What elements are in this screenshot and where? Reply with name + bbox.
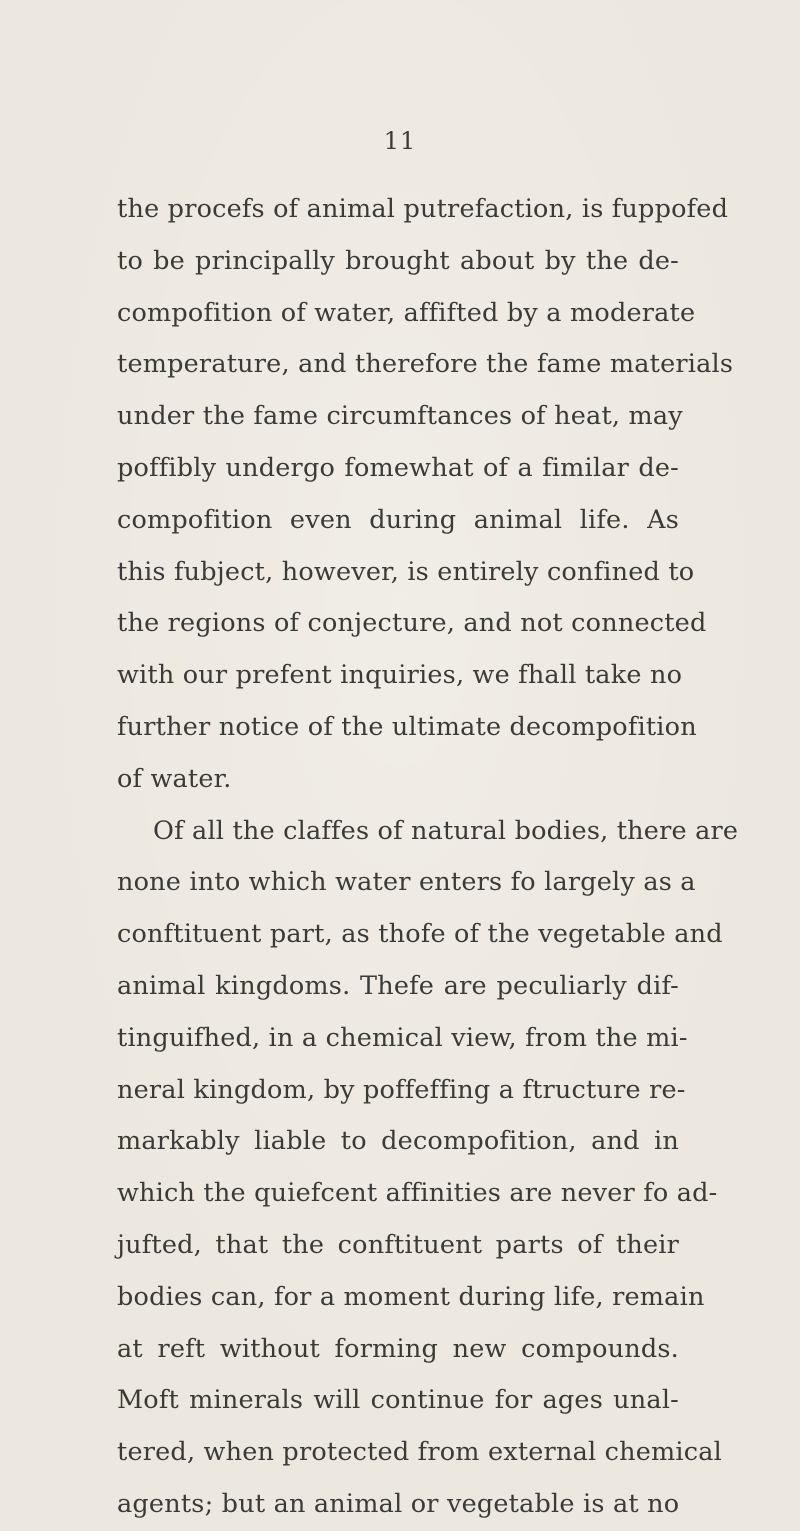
- text-line: to be principally brought about by the de-: [117, 245, 679, 276]
- text-line: agents; but an animal or vegetable is at no: [117, 1488, 680, 1519]
- text-line: poffibly undergo fomewhat of a fimilar de-: [117, 452, 679, 483]
- text-line: compofition of water, affifted by a moderate: [117, 297, 696, 328]
- text-line: at reft without forming new compounds.: [117, 1333, 679, 1364]
- text-line: the procefs of animal putrefaction, is fuppofed: [117, 194, 729, 224]
- text-line: conftituent part, as thofe of the vegetable and: [117, 919, 723, 950]
- paragraph-end-line: of water.: [117, 763, 232, 794]
- paragraph-start-line: Of all the claffes of natural bodies, there are: [153, 815, 739, 846]
- text-line: which the quiefcent affinities are never fo ad-: [117, 1178, 718, 1209]
- text-line: tinguifhed, in a chemical view, from the mi-: [117, 1022, 688, 1053]
- text-line: jufted, that the conftituent parts of their: [117, 1229, 679, 1260]
- text-line: none into which water enters fo largely as a: [117, 867, 696, 898]
- text-line: Moft minerals will continue for ages unal-: [117, 1385, 679, 1416]
- text-line: this fubject, however, is entirely confined to: [117, 556, 695, 587]
- text-line: neral kingdom, by poffeffing a ftructure re-: [117, 1074, 686, 1105]
- text-line: further notice of the ultimate decompofition: [117, 711, 697, 742]
- text-line: compofition even during animal life. As: [117, 504, 679, 535]
- text-line: the regions of conjecture, and not connected: [117, 608, 707, 639]
- text-line: temperature, and therefore the fame materials: [117, 349, 734, 380]
- page-number: 11: [383, 127, 417, 155]
- text-line: with our prefent inquiries, we fhall take no: [117, 660, 683, 691]
- text-line: tered, when protected from external chemical: [117, 1437, 722, 1468]
- text-line: bodies can, for a moment during life, remain: [117, 1281, 705, 1312]
- text-line: markably liable to decompofition, and in: [117, 1126, 679, 1157]
- text-line: under the fame circumftances of heat, may: [117, 401, 683, 432]
- text-line: animal kingdoms. Thefe are peculiarly dif-: [117, 970, 679, 1001]
- body-text: [117, 184, 739, 1531]
